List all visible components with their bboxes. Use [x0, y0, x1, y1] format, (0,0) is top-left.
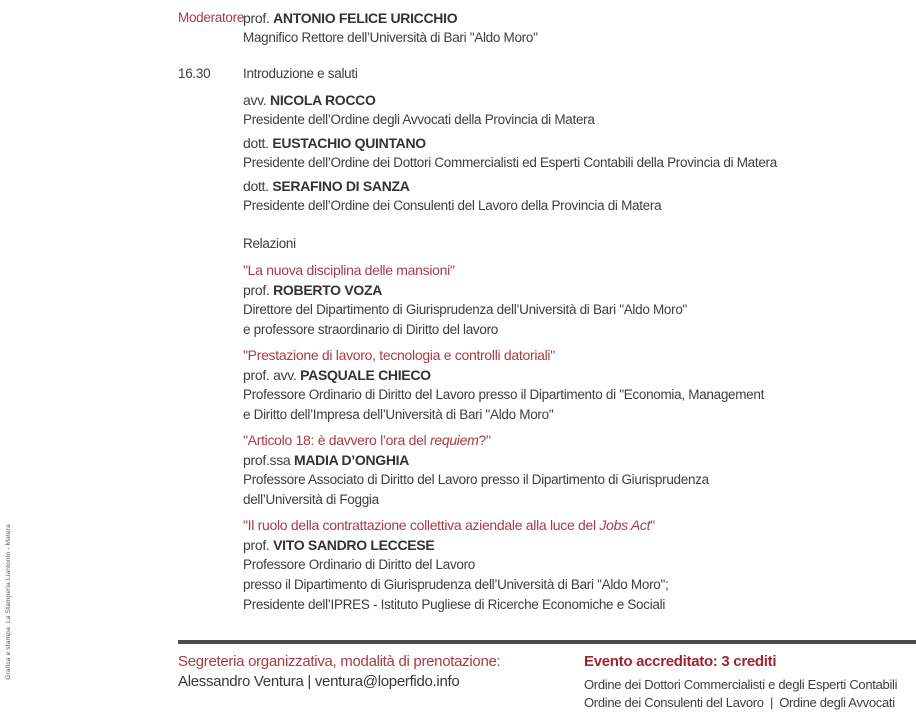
- moderator-section: [178, 8, 906, 48]
- moderator-name: ANTONIO FELICE URICCHIO: [273, 10, 458, 26]
- talk-speaker-name: VITO SANDRO LECCESE: [273, 537, 435, 553]
- speaker-role: Presidente dell’Ordine dei Dottori Commercialisti ed Esperti Contabili della Provincia di Matera: [243, 155, 777, 170]
- talk-entry: [243, 260, 906, 340]
- talk-speaker-prefix: prof.: [243, 282, 274, 298]
- talk-role-line: e professore straordinario di Diritto del lavoro: [243, 322, 498, 337]
- speaker-role: Presidente dell’Ordine dei Consulenti del Lavoro della Provincia di Matera: [243, 198, 662, 213]
- session-title: Introduzione e saluti: [243, 66, 358, 81]
- talk-speaker-line: [243, 280, 906, 300]
- talk-title-italic: Jobs Act: [599, 517, 651, 533]
- talk-title-text: "Articolo 18: è davvero l’ora del: [243, 432, 430, 448]
- talk-role-line: dell’Università di Foggia: [243, 492, 379, 507]
- speaker-role: Presidente dell’Ordine degli Avvocati della Provincia di Matera: [243, 112, 595, 127]
- speakers-list: [243, 90, 906, 216]
- accreditation-line: Ordine dei Consulenti del Lavoro | Ordine degli Avvocati: [584, 695, 895, 710]
- session-body: [243, 64, 906, 620]
- speaker-entry: [243, 90, 906, 130]
- speaker-name: SERAFINO DI SANZA: [272, 178, 410, 194]
- moderator-details: [243, 8, 906, 48]
- accreditation-line: Ordine dei Dottori Commercialisti e degli Esperti Contabili: [584, 677, 898, 692]
- talk-entry: [243, 515, 906, 615]
- speaker-name: EUSTACHIO QUINTANO: [272, 135, 426, 151]
- talk-speaker-line: [243, 535, 906, 555]
- talk-title-end: ?": [478, 432, 491, 448]
- talk-title-italic: requiem: [429, 432, 479, 448]
- talk-speaker-prefix: prof.ssa: [243, 452, 294, 468]
- speaker-name-line: [243, 176, 906, 196]
- talk-entry: [243, 430, 906, 510]
- moderator-label: Moderatore: [178, 10, 245, 25]
- talk-title: [243, 260, 906, 280]
- talk-title: [243, 515, 906, 535]
- speaker-name: NICOLA ROCCO: [270, 92, 376, 108]
- talk-role-line: Presidente dell’IPRES - Istituto Pugliese di Ricerche Economiche e Sociali: [243, 597, 666, 612]
- footer: [178, 640, 916, 712]
- moderator-role: Magnifico Rettore dell’Università di Bari "Aldo Moro": [243, 30, 538, 45]
- talk-speaker-prefix: prof. avv.: [243, 367, 301, 383]
- speaker-entry: [243, 176, 906, 216]
- talk-title: [243, 345, 906, 365]
- talk-role-line: Direttore del Dipartimento di Giurisprudenza dell’Università di Bari "Aldo Moro": [243, 302, 688, 317]
- talk-role-line: Professore Ordinario di Diritto del Lavoro presso il Dipartimento di "Economia, Management: [243, 387, 765, 402]
- talk-role-line: presso il Dipartimento di Giurisprudenza dell’Università di Bari "Aldo Moro";: [243, 577, 669, 592]
- secretariat-contact: Alessandro Ventura | ventura@loperfido.info: [178, 673, 460, 690]
- speaker-prefix: avv.: [243, 92, 271, 108]
- speaker-prefix: dott.: [243, 178, 273, 194]
- talk-entry: [243, 345, 906, 425]
- print-credit: Grafica e stampa: La Stamperia Liantonio - Matera: [5, 524, 12, 680]
- secretariat-heading: Segreteria organizzativa, modalità di prenotazione:: [178, 653, 501, 670]
- accreditation-block: [584, 652, 916, 712]
- talk-role-line: e Diritto dell’Impresa dell’Università di Bari "Aldo Moro": [243, 407, 554, 422]
- talk-speaker-prefix: prof.: [243, 537, 274, 553]
- talk-title-text: "Il ruolo della contrattazione collettiva aziendale alla luce del: [243, 517, 600, 533]
- accreditation-heading: Evento accreditato: 3 crediti: [584, 653, 777, 670]
- session-section: [178, 64, 906, 620]
- talk-speaker-name: ROBERTO VOZA: [273, 282, 383, 298]
- talk-speaker-name: MADIA D’ONGHIA: [294, 452, 410, 468]
- footer-rule: [178, 640, 916, 644]
- footer-columns: [178, 652, 916, 712]
- talk-title: [243, 430, 906, 450]
- speaker-name-line: [243, 90, 906, 110]
- secretariat-block: [178, 652, 584, 712]
- talk-speaker-line: [243, 365, 906, 385]
- talk-title-end: ": [650, 517, 655, 533]
- talk-speaker-line: [243, 450, 906, 470]
- relazioni-heading: Relazioni: [243, 236, 296, 251]
- moderator-name-line: [243, 8, 906, 28]
- talk-speaker-name: PASQUALE CHIECO: [300, 367, 431, 383]
- session-time: 16.30: [178, 66, 211, 81]
- talk-role-line: Professore Associato di Diritto del Lavoro presso il Dipartimento di Giurisprudenza: [243, 472, 709, 487]
- speaker-prefix: dott.: [243, 135, 273, 151]
- moderator-name-prefix: prof.: [243, 10, 274, 26]
- talk-role-line: Professore Ordinario di Diritto del Lavoro: [243, 557, 476, 572]
- talk-title-text: "La nuova disciplina delle mansioni": [243, 262, 455, 278]
- speaker-name-line: [243, 133, 906, 153]
- talks-list: [243, 260, 906, 615]
- talk-title-text: "Prestazione di lavoro, tecnologia e controlli datoriali": [243, 347, 555, 363]
- speaker-entry: [243, 133, 906, 173]
- program-content: [178, 8, 906, 620]
